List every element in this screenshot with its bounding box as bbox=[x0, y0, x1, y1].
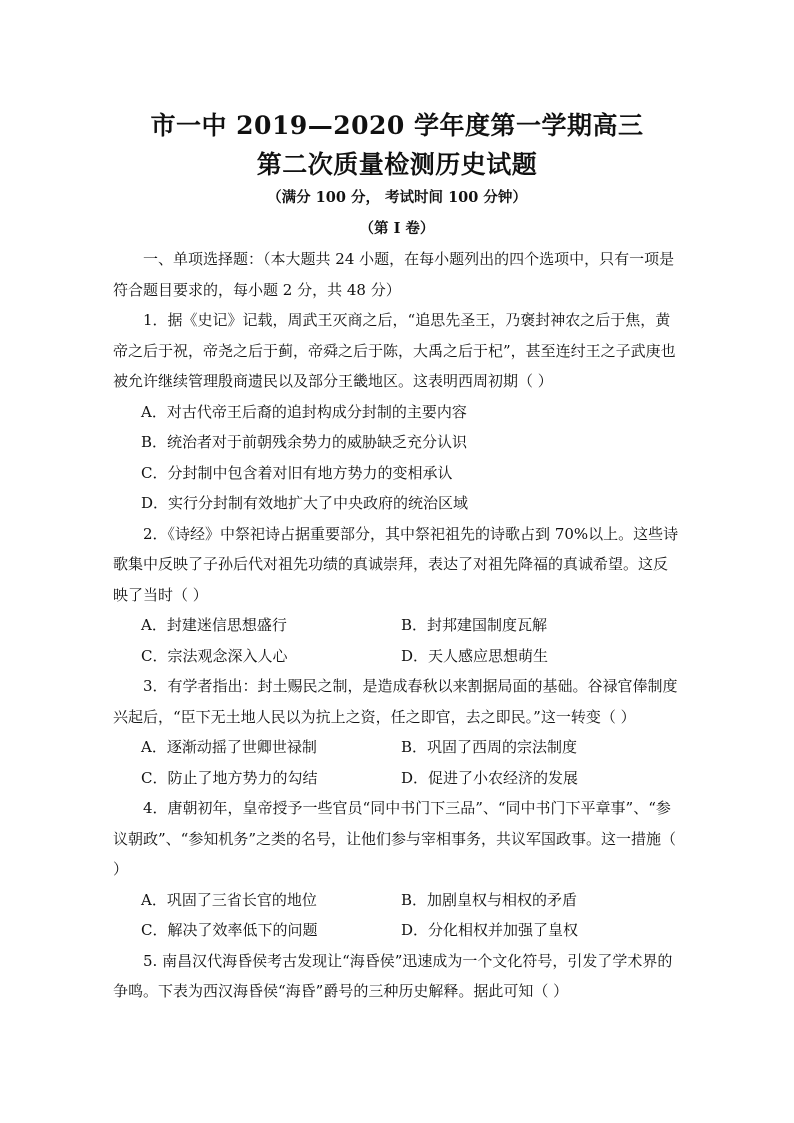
question-2-option-a: A．封建迷信思想盛行 bbox=[141, 616, 287, 634]
question-4-option-c: C．解决了效率低下的问题 bbox=[141, 921, 318, 939]
question-3-options-row2 bbox=[113, 763, 681, 794]
question-2-option-b: B．封邦建国制度瓦解 bbox=[401, 616, 548, 634]
question-3-option-c: C．防止了地方势力的勾结 bbox=[141, 768, 318, 787]
question-4-option-a: A．巩固了三省长官的地位 bbox=[141, 890, 317, 909]
exam-meta: （满分 100 分， 考试时间 100 分钟） bbox=[267, 189, 527, 206]
question-1-option-b: B．统治者对于前朝残余势力的威胁缺乏充分认识 bbox=[141, 433, 468, 451]
question-2-options-row1 bbox=[113, 610, 681, 641]
question-3-option-a: A．逐渐动摇了世卿世禄制 bbox=[141, 738, 317, 756]
question-stem-5: 5. 南昌汉代海昏侯考古发现让“海昏侯”迅速成为一个文化符号，引发了学术界的争鸣。下表为西汉海昏侯“海昏”爵号的三种历史解释。据此可知（ ） bbox=[113, 951, 673, 1000]
question-stem-1: 1．据《史记》记载，周武王灭商之后，“追思先圣王，乃褒封神农之后于焦，黄帝之后于祝，帝尧之后于蓟，帝舜之后于陈，大禹之后于杞”，甚至连纣王之子武庚也被允许继续管理殷商遗民以及部分王畿地区。这表明西周初期（ ） bbox=[113, 311, 676, 390]
question-3-options-row1 bbox=[113, 732, 681, 763]
question-2-options-row2 bbox=[113, 641, 681, 672]
question-4-option-d: D．分化相权并加强了皇权 bbox=[401, 921, 579, 939]
question-4-options-row1 bbox=[113, 885, 681, 916]
question-2-option-c: C．宗法观念深入人心 bbox=[141, 646, 288, 665]
question-stem-2: 2．《诗经》中祭祀诗占据重要部分，其中祭祀祖先的诗歌占到 70%以上。这些诗歌集中反映了子孙后代对祖先功绩的真诚崇拜，表达了对祖先降福的真诚希望。这反映了当时（ ） bbox=[113, 524, 679, 604]
question-3-option-b: B．巩固了西周的宗法制度 bbox=[401, 738, 578, 756]
question-1-option-c: C．分封制中包含着对旧有地方势力的变相承认 bbox=[141, 463, 453, 482]
exam-volume: （第 I 卷） bbox=[359, 220, 435, 237]
question-1-option-a: A．对古代帝王后裔的追封构成分封制的主要内容 bbox=[141, 402, 467, 421]
question-2-option-d: D．天人感应思想萌生 bbox=[401, 646, 549, 665]
question-4-options-row2 bbox=[113, 915, 681, 946]
question-3-option-d: D．促进了小农经济的发展 bbox=[401, 768, 579, 787]
section-heading: 一、单项选择题：（本大题共 24 小题，在每小题列出的四个选项中，只有一项是符合题目要求的，每小题 2 分，共 48 分） bbox=[113, 250, 675, 299]
question-stem-4: 4．唐朝初年，皇帝授予一些官员“同中书门下三品”、“同中书门下平章事”、“参议朝政”、“参知机务”之类的名号，让他们参与宰相事务，共议军国政事。这一措施（ ） bbox=[113, 799, 677, 878]
question-stem-3: 3．有学者指出：封土赐民之制，是造成春秋以来割据局面的基础。谷禄官俸制度兴起后，“臣下无土地人民以为抗上之资，任之即官，去之即民。”这一转变（ ） bbox=[113, 677, 678, 726]
exam-title-line1: 市一中 2019—2020 学年度第一学期高三 bbox=[150, 111, 644, 140]
exam-content bbox=[113, 244, 681, 1007]
question-4-option-b: B．加剧皇权与相权的矛盾 bbox=[401, 890, 578, 909]
question-1-option-d: D．实行分封制有效地扩大了中央政府的统治区域 bbox=[141, 494, 469, 512]
exam-title-line2: 第二次质量检测历史试题 bbox=[256, 150, 538, 179]
